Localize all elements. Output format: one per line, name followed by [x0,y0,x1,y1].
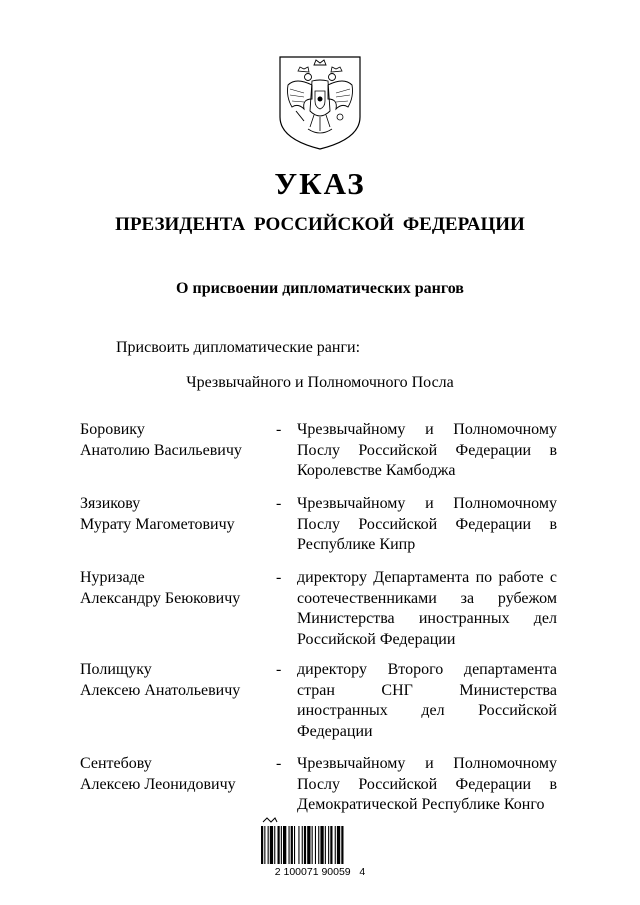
position-text: Чрезвычайному и Полномочному Послу Российской Федерации в Демократической Республике Конго [297,755,557,813]
barcode-bar [315,826,316,864]
document-heading: О присвоении дипломатических рангов [176,280,464,297]
position-text: директору Второго департамента стран СНГ Министерства иностранных дел Российской Федерации [297,661,557,740]
barcode-bar [291,826,293,864]
barcode-bar [335,826,336,864]
surname: Боровику [80,421,145,438]
surname: Полищуку [80,661,152,678]
barcode-bar [330,826,332,864]
position-text: директору Департамента по работе с соотечественниками за рубежом Министерства иностранных дел Российской Федерации [297,569,557,648]
barcode-bar [318,826,319,864]
surname: Сентебову [80,755,152,772]
barcode-bar [289,826,290,864]
separator-dash: - [276,421,282,438]
given-name: Мурату Магометовичу [80,515,235,533]
barcode-bar [298,826,299,864]
given-name: Александру Беюковичу [80,589,241,607]
barcode-bar [304,826,306,864]
barcode-bar [302,826,303,864]
person-name [80,494,270,535]
document-title: УКАЗ [274,166,366,201]
barcode-bar [341,826,343,864]
barcode-bar [261,826,263,864]
separator-dash: - [276,569,282,586]
barcode-bar [320,826,323,864]
barcode-bar [307,826,310,864]
person-name [80,754,270,795]
barcode-bar [281,826,282,864]
barcode-bar [278,826,280,864]
person-name [80,420,270,461]
person-name [80,660,270,701]
barcode-bar [283,826,286,864]
given-name: Алексею Анатольевичу [80,681,241,699]
barcode-bar [268,826,269,864]
surname: Зязикову [80,495,141,512]
separator-dash: - [276,495,282,512]
document-subtitle: ПРЕЗИДЕНТА РОССИЙСКОЙ ФЕДЕРАЦИИ [115,214,525,235]
person-name [80,568,270,609]
barcode-bar [294,826,295,864]
barcode-bar [325,826,326,864]
barcode-bar [337,826,340,864]
barcode-bar [274,826,275,864]
position-text: Чрезвычайному и Полномочному Послу Российской Федерации в Королевстве Камбоджа [297,421,557,479]
coat-of-arms-russia-icon [278,55,362,151]
barcode-bar [312,826,313,864]
separator-dash: - [276,755,282,772]
barcode-bar [264,826,265,864]
rank-title: Чрезвычайного и Полномочного Посла [186,374,454,391]
surname: Нуризаде [80,569,145,586]
barcode-bar [270,826,273,864]
given-name: Алексею Леонидовичу [80,775,236,793]
separator-dash: - [276,661,282,678]
barcode-bar [328,826,329,864]
given-name: Анатолию Васильевичу [80,441,242,459]
position-text: Чрезвычайному и Полномочному Послу Российской Федерации в Республике Кипр [297,495,557,553]
intro-text: Присвоить дипломатические ранги: [116,339,361,356]
barcode-number: 2 100071 90059 4 [274,866,366,878]
